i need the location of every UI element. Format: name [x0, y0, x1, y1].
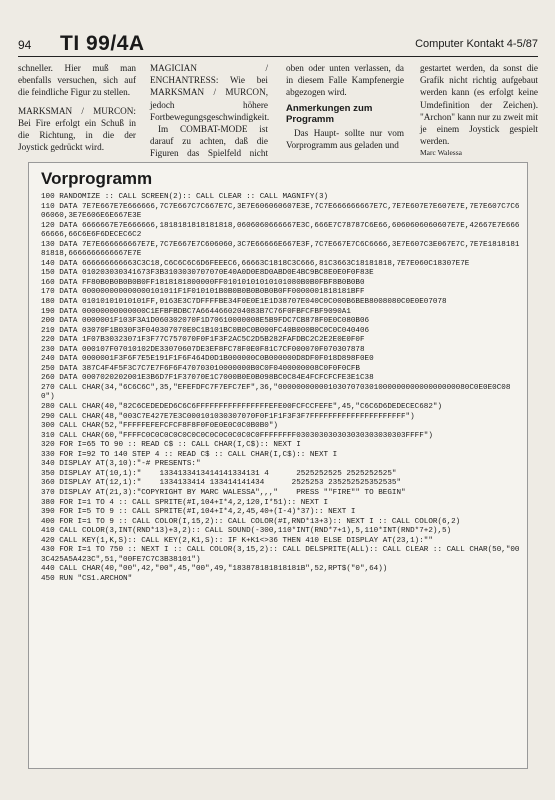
code-line: 380 FOR I=1 TO 4 :: CALL SPRITE(#I,104+I*4,2,120,I*51):: NEXT I	[41, 498, 329, 507]
code-line: 110 DATA 7E7E667E7E666666,7C7E667C7C667E7C,3E7E606060607E3E,7C7E666666667E7C,7E7E607E7E607E7E,7E7E607C7C606060,3E7E606E6E667E3E	[41, 202, 520, 221]
code-line: 140 DATA 666666666663C3C18,C6C6C6C6D6FEEEC6,66663C1818C3C666,81C3663C18181818,7E7E060C18307E7E	[41, 259, 470, 268]
publication-info: Computer Kontakt 4-5/87	[415, 38, 538, 50]
paragraph: schneller. Hier muß man ebenfalls versuchen, sich auf die feindliche Figur zu stellen.	[18, 63, 136, 98]
code-line: 270 CALL CHAR(34,"6C6C6C",35,"EFEFDFC7F7EFC7EF",36,"000000000001030707030100000000000000000080C0E0E0C080")	[41, 383, 511, 402]
code-line: 190 DATA 00000000000000C1EFBFBDBC7A6644660204083B7C76F0FBFCFBF9090A1	[41, 307, 351, 316]
text-column-2	[150, 62, 268, 172]
code-line: 370 DISPLAY AT(21,3):"COPYRIGHT BY MARC WALESSA",,," PRESS ""FIRE"" TO BEGIN"	[41, 488, 406, 497]
code-line: 150 DATA 010203030341673F3B3103030707070E40A0D0E8D0ABD0E4BC9BC8E0E0F0F83E	[41, 269, 374, 278]
text-column-3	[286, 62, 404, 151]
code-line: 250 DATA 387C4F4F5F3C7C7E7F6F6F470703010000000B0C0F0400000008C0F0F0CFB	[41, 364, 360, 373]
code-line: 310 CALL CHAR(60,"FFFFC0C0C0C0C0C0C0C0C0C0C0C0C0FFFFFFFF030303030303030303030303FFFF")	[41, 431, 433, 440]
code-line: 440 CALL CHAR(40,"00",42,"00",45,"00",49,"183878181818181B",52,RPT$("0",64))	[41, 565, 388, 574]
subheading: Anmerkungen zum Programm	[286, 102, 373, 125]
paragraph: Das Haupt- sollte nur vom Vorprogramm aus geladen und	[286, 127, 404, 150]
paragraph: MARKSMAN / MURCON: Bei Fire erfolgt ein Schuß in die Richtung, in die der Joystick gedrückt wird.	[18, 105, 136, 153]
code-line: 280 CALL CHAR(40,"82C6CEDEDED6C6C6FFFFFFFFFFFFFFFFEFE00FCFCCFEFE",45,"C6C6D6DEDECEC682")	[41, 403, 443, 412]
code-line: 100 RANDOMIZE :: CALL SCREEN(2):: CALL CLEAR :: CALL MAGNIFY(3)	[41, 193, 329, 201]
code-line: 320 FOR I=65 TO 90 :: READ C$ :: CALL CHAR(I,C$):: NEXT I	[41, 441, 301, 450]
code-line: 350 DISPLAY AT(10,1):" 1334133413414141334131 4 2525252525 2525252525"	[41, 469, 397, 478]
code-line: 180 DATA 01010101010101FF,0163E3C7DFFFFBE34F0E0E1E1D38707E040C0C000B6BEB8008080C0E0E07078	[41, 298, 447, 307]
text-column-4	[420, 62, 538, 160]
page-header	[18, 34, 538, 56]
section-title: TI 99/4A	[60, 32, 145, 55]
code-line: 420 CALL KEY(1,K,S):: CALL KEY(2,K1,S):: IF K+K1<>36 THEN 410 ELSE DISPLAY AT(23,1):""	[41, 536, 433, 545]
code-line: 260 DATA 0007020202001E3B6D7F1F37070E1C7000B0E0B098BC0C84E4FCFCFCFE3E1C38	[41, 374, 374, 383]
header-rule	[18, 56, 538, 57]
code-line: 400 FOR I=1 TO 9 :: CALL COLOR(I,15,2):: CALL COLOR(#I,RND*13+3):: NEXT I :: CALL COLOR(6,2)	[41, 517, 461, 526]
code-line: 290 CALL CHAR(48,"003C7E427E7E3C000101030307070F0F1F1F3F3F7FFFFFFFFFFFFFFFFFFFFF")	[41, 412, 415, 421]
code-line: 390 FOR I=5 TO 9 :: CALL SPRITE(#I,104+I*4,2,45,40+(I-4)*37):: NEXT I	[41, 508, 356, 517]
code-line: 120 DATA 6666667E7E666666,1818181818181818,0606060666667E3C,666E7C78787C6E66,6060606060607E7E,42667E7E66666666,66C6E6F6DECEC6C2	[41, 221, 520, 240]
code-line: 210 DATA 03070F1B030F3F040307070E0C1B101BC0B0C0B000FC40B000B0C0C0C040406	[41, 326, 370, 335]
paragraph: Im COMBAT-MODE ist darauf zu achten, daß die Figuren das Spielfeld nicht	[150, 124, 268, 159]
text-column-1	[18, 62, 136, 153]
code-line: 220 DATA 1F07B30323071F3F77C757070F0F1F3F2AC5C2D5B282FAFDBC2C2E2E0E0F0F	[41, 336, 365, 345]
code-line: 340 DISPLAY AT(3,10):"-# PRESENTS:"	[41, 460, 201, 469]
listing-title: Vorprogramm	[41, 169, 153, 188]
listing-box	[28, 162, 528, 769]
page-number: 94	[18, 38, 32, 52]
code-line: 360 DISPLAY AT(12,1):" 1334133414 133414141434 2525253 235252525352535"	[41, 479, 402, 488]
code-line: 300 CALL CHAR(52,"FFFFFEFEFCFCF8F8F0F0E0E0C0C0B0B0")	[41, 422, 278, 431]
paragraph: MAGICIAN / ENCHANTRESS: Wie bei MARKSMAN / MURCON, jedoch höhere Fortbewegungsgeschwindigkeit.	[150, 63, 270, 122]
code-line: 170 DATA 000000000000000101011F1F010101B0B0B0B0B0B0B0FF0000001818181BFF	[41, 288, 365, 297]
code-line: 200 DATA 0000001F103F3A1D060302070F1D70610000008E5B9FDC7CB878F0E0C080B06	[41, 317, 370, 326]
code-line: 240 DATA 0000001F3F6F7E5E191F1F6F464D0D1B000000C0B000000D8DF0F018D898F0E0	[41, 355, 374, 364]
code-line: 450 RUN "CS1.ARCHON"	[41, 574, 133, 583]
code-line: 410 CALL COLOR(3,INT(RND*13)+3,2):: CALL SOUND(-300,110*INT(RND*7+1),5,110*INT(RND*7+2),5)	[41, 527, 452, 536]
code-line: 330 FOR I=92 TO 140 STEP 4 :: READ C$ :: CALL CHAR(I,C$):: NEXT I	[41, 450, 338, 459]
code-line: 160 DATA FF80B0B0B0B0B0FF1818181800000FF01010101010101080B0B0FBF8B0B0B0	[41, 278, 365, 287]
program-listing	[41, 193, 521, 584]
author-signature: Marc Walessa	[420, 148, 462, 158]
paragraph: gestartet werden, da sonst die Grafik nicht richtig aufgebaut werden kann (es erfolgt keine Umdefinition der Zeichen). "Archon" kann nur zu zweit mit je einem Joystick gespielt werden.	[420, 63, 538, 147]
paragraph: oben oder unten verlassen, da in diesem Falle Kampfenergie abgezogen wird.	[286, 63, 404, 98]
code-line: 230 DATA 000107F07010102DE33070607DE3EF8FC78F0E0F81C7CF000070F070307878	[41, 345, 365, 354]
code-line: 130 DATA 7E7E666666667E7E,7C7E667E7C606060,3C7E66666E667E3F,7C7E667E7C6C6666,3E7E607C3E067E7C,7E7E181818181818,6666666666667E7E	[41, 240, 520, 259]
code-line: 430 FOR I=1 TO 750 :: NEXT I :: CALL COLOR(3,15,2):: CALL DELSPRITE(ALL):: CALL CLEAR :: CALL CHAR(50,"003C425A5A423C",51,"00FE7C7C3B38101")	[41, 546, 520, 564]
